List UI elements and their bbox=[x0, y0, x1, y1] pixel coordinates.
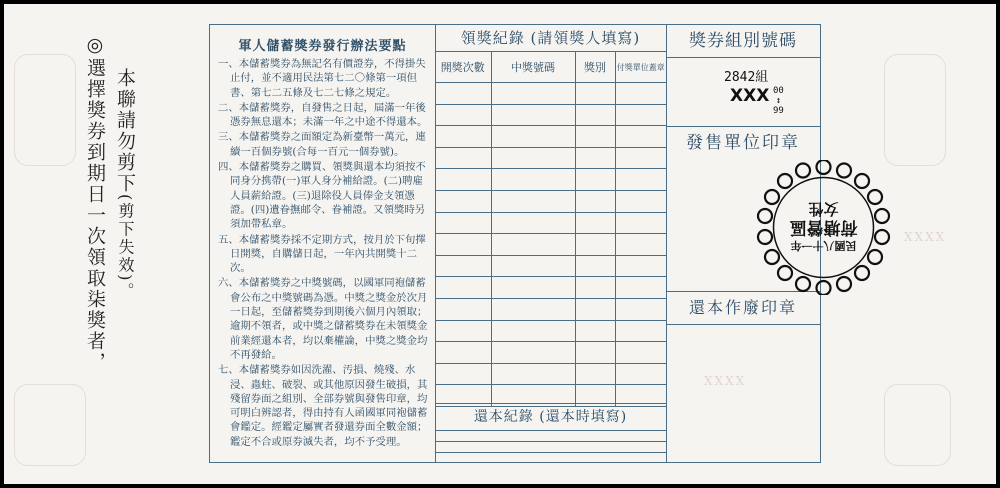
table-cell[interactable] bbox=[575, 104, 615, 126]
table-cell[interactable] bbox=[491, 147, 575, 169]
table-cell[interactable] bbox=[491, 126, 575, 148]
range-arrow-icon: ↕ bbox=[775, 96, 782, 106]
table-cell[interactable] bbox=[615, 363, 666, 385]
range-top: 00 bbox=[773, 86, 784, 96]
table-cell[interactable] bbox=[435, 363, 491, 385]
col-draw-count: 開獎次數 bbox=[435, 52, 491, 83]
table-cell[interactable] bbox=[435, 255, 491, 277]
table-cell[interactable] bbox=[615, 298, 666, 320]
table-cell[interactable] bbox=[575, 147, 615, 169]
sale-stamp-label: 發售單位印章 bbox=[686, 133, 800, 153]
ticket-stub bbox=[4, 4, 996, 484]
instruction-column-1 bbox=[114, 68, 134, 300]
rule-item: 三、本儲蓄獎券之面額定為新臺幣一萬元，連續一百個券號(合每一百元一個券號)。 bbox=[218, 131, 426, 158]
award-record-table bbox=[435, 52, 666, 407]
rule-item: 五、本儲蓄獎券採不定期方式，按月於下旬擇日開獎，自購儲日起，一年內共開獎十二次。 bbox=[218, 233, 426, 275]
table-cell[interactable] bbox=[491, 342, 575, 364]
award-record-section bbox=[435, 25, 667, 462]
table-cell[interactable] bbox=[491, 363, 575, 385]
rules-list bbox=[218, 57, 430, 450]
ghost-seal-left bbox=[14, 54, 76, 166]
ghost-seal-bottom-left bbox=[14, 384, 86, 466]
table-cell[interactable] bbox=[575, 363, 615, 385]
number-range bbox=[773, 86, 784, 116]
table-cell[interactable] bbox=[615, 169, 666, 191]
table-cell[interactable] bbox=[615, 277, 666, 299]
return-record-lines[interactable] bbox=[435, 431, 666, 463]
ghost-serial-right: XXXX bbox=[904, 230, 947, 244]
table-cell[interactable] bbox=[575, 320, 615, 342]
table-row bbox=[435, 83, 666, 105]
table-cell[interactable] bbox=[575, 298, 615, 320]
table-cell[interactable] bbox=[575, 126, 615, 148]
stamp-text-block bbox=[756, 160, 891, 295]
table-cell[interactable] bbox=[575, 190, 615, 212]
ghost-serial: XXXX bbox=[704, 374, 747, 388]
table-cell[interactable] bbox=[615, 104, 666, 126]
table-row bbox=[435, 190, 666, 212]
table-cell[interactable] bbox=[615, 320, 666, 342]
table-cell[interactable] bbox=[575, 342, 615, 364]
rule-item: 六、本儲蓄獎券之中獎號碼，以國軍同袍儲蓄會公布之中獎號碼為憑。中獎之獎金於次月一日起，至儲蓄獎券到期後六個月內領取；逾期不領者，或中獎之儲蓄獎券在未領獎金前業經還本者，均以棄權論，中獎之獎金均不再發給。 bbox=[218, 277, 428, 361]
col-prize-type: 獎別 bbox=[575, 52, 615, 83]
table-cell[interactable] bbox=[435, 277, 491, 299]
table-cell[interactable] bbox=[491, 104, 575, 126]
rules-title: 軍人儲蓄獎券發行辦法要點 bbox=[238, 39, 407, 54]
table-cell[interactable] bbox=[435, 342, 491, 364]
table-cell[interactable] bbox=[491, 234, 575, 256]
table-row bbox=[435, 147, 666, 169]
award-record-title: 領獎紀錄 (請領獎人填寫) bbox=[435, 25, 666, 52]
table-cell[interactable] bbox=[615, 234, 666, 256]
table-row bbox=[435, 342, 666, 364]
table-cell[interactable] bbox=[435, 169, 491, 191]
rule-item: 二、本儲蓄獎券，自發售之日起，屆滿一年後憑券無息還本；未滿一年之中途不得還本。 bbox=[218, 101, 428, 129]
table-cell[interactable] bbox=[615, 147, 666, 169]
instruction-note: (剪下失效)。 bbox=[115, 194, 135, 301]
table-cell[interactable] bbox=[615, 212, 666, 234]
table-cell[interactable] bbox=[491, 83, 575, 105]
return-record-title: 還本紀錄 (還本時填寫) bbox=[435, 404, 666, 431]
rule-item: 一、本儲蓄獎券為無記名有價證券，不得掛失止付，並不適用民法第七二〇條第一項但書、第七二五條及七二七條之規定。 bbox=[218, 58, 426, 99]
table-row bbox=[435, 169, 666, 191]
table-row bbox=[435, 298, 666, 320]
table-cell[interactable] bbox=[435, 147, 491, 169]
table-cell[interactable] bbox=[435, 83, 491, 105]
table-cell[interactable] bbox=[435, 190, 491, 212]
ticket-panel bbox=[209, 24, 821, 463]
table-cell[interactable] bbox=[491, 190, 575, 212]
table-cell[interactable] bbox=[491, 277, 575, 299]
table-cell[interactable] bbox=[491, 298, 575, 320]
table-cell[interactable] bbox=[615, 190, 666, 212]
col-winning-number: 中獎號碼 bbox=[491, 52, 575, 83]
instruction-text-2: 選擇獎券到期日一次領取柒獎者， bbox=[83, 58, 106, 373]
postmark-stamp bbox=[756, 160, 891, 299]
table-cell[interactable] bbox=[491, 320, 575, 342]
instruction-text-1: 本聯請勿剪下 bbox=[113, 68, 136, 194]
table-row bbox=[435, 363, 666, 385]
ghost-seal-bottom-right bbox=[884, 384, 951, 466]
ticket-number-header: 獎券組別號碼 bbox=[666, 25, 820, 58]
table-cell[interactable] bbox=[615, 126, 666, 148]
table-row bbox=[435, 104, 666, 126]
ticket-number: XXX bbox=[730, 86, 770, 106]
table-row bbox=[435, 212, 666, 234]
table-cell[interactable] bbox=[575, 169, 615, 191]
stamp-location: 荷塘營區 bbox=[789, 217, 858, 238]
table-cell[interactable] bbox=[435, 234, 491, 256]
table-cell[interactable] bbox=[435, 212, 491, 234]
table-cell[interactable] bbox=[491, 255, 575, 277]
rule-item: 七、本儲蓄獎券如因洗濯、汚損、燒殘、水浸、蟲蛀、破裂、或其他原因發生破損，其殘留券面之組別、全部券號與發售印章，均可明白辨認者，得由持有人函國軍同袍儲蓄會鑑定。經鑑定屬實者發還券面全數金額；鑑定不合或原券滅失者，均不予受理。 bbox=[218, 364, 428, 448]
rules-section bbox=[210, 25, 436, 462]
table-cell[interactable] bbox=[575, 255, 615, 277]
table-cell[interactable] bbox=[615, 83, 666, 105]
instruction-column-2 bbox=[84, 34, 104, 373]
range-bottom: 99 bbox=[773, 106, 784, 116]
table-cell[interactable] bbox=[575, 234, 615, 256]
table-cell[interactable] bbox=[491, 169, 575, 191]
return-stamp-label: 還本作廢印章 bbox=[666, 291, 820, 325]
ghost-seal-right bbox=[884, 54, 946, 166]
table-cell[interactable] bbox=[435, 298, 491, 320]
table-cell[interactable] bbox=[615, 342, 666, 364]
table-cell[interactable] bbox=[491, 212, 575, 234]
col-payer-stamp: 付獎單位蓋章 bbox=[615, 52, 666, 83]
table-cell[interactable] bbox=[435, 126, 491, 148]
bullet-icon: ◎ bbox=[83, 34, 106, 58]
table-cell[interactable] bbox=[435, 320, 491, 342]
table-row bbox=[435, 255, 666, 277]
table-row bbox=[435, 320, 666, 342]
table-cell[interactable] bbox=[575, 212, 615, 234]
table-row bbox=[435, 126, 666, 148]
group-number: 2842組 bbox=[724, 70, 769, 85]
table-cell[interactable] bbox=[615, 255, 666, 277]
table-header-row bbox=[435, 52, 666, 83]
table-row bbox=[435, 277, 666, 299]
table-cell[interactable] bbox=[575, 83, 615, 105]
serial-box bbox=[666, 58, 820, 127]
table-cell[interactable] bbox=[435, 104, 491, 126]
return-record-section bbox=[435, 403, 666, 463]
stamp-mark: 女性 bbox=[808, 200, 839, 219]
rule-item: 四、本儲蓄獎券之購買、領獎與還本均須按不同身分携帶(一)軍人身分補給證。(二)聘雇人員薪給證。(三)退除役人員俸金支領憑證。(四)遺眷撫邮令、眷補證。又領獎時另須加帶私章。 bbox=[218, 161, 426, 231]
stamp-date: 民國八十一年 bbox=[790, 239, 857, 253]
table-row bbox=[435, 234, 666, 256]
table-cell[interactable] bbox=[575, 277, 615, 299]
